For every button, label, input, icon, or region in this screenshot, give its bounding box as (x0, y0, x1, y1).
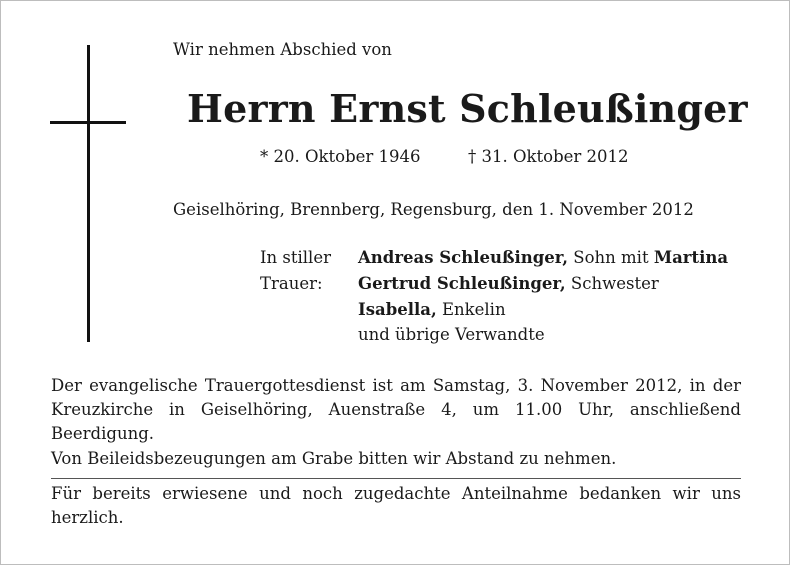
mourning-label-line2: Trauer: (260, 274, 323, 293)
cross-horizontal-bar (50, 121, 126, 124)
intro-line: Wir nehmen Abschied von (173, 40, 392, 59)
mourner-entry (358, 274, 659, 293)
mourner-partner: Martina (653, 248, 729, 267)
mourner-entry (358, 325, 545, 344)
thanks-paragraph: Für bereits erwiesene und noch zugedachte Anteilnahme bedanken wir uns herzlich. (51, 484, 741, 527)
mourner-relation: Schwester (565, 274, 659, 293)
condolence-paragraph: Von Beileidsbezeugungen am Grabe bitten wir Abstand zu nehmen. (51, 449, 617, 468)
mourner-name: Isabella, (358, 300, 437, 319)
mourner-entry (358, 248, 728, 267)
mourning-label-line1: In stiller (260, 248, 331, 267)
divider-line (51, 478, 741, 479)
service-paragraph: Der evangelische Trauergottesdienst ist am Samstag, 3. November 2012, in der Kreuzkirche in Geiselhöring, Auenstraße 4, um 11.00 Uhr, anschließend Beerdigung. (51, 376, 741, 443)
mourner-entry (358, 300, 506, 319)
deceased-name: Herrn Ernst Schleußinger (187, 86, 748, 131)
cross-vertical-bar (87, 45, 90, 342)
death-date: † 31. Oktober 2012 (468, 147, 629, 166)
mourner-relation: Enkelin (436, 300, 506, 319)
mourner-name: Andreas Schleußinger, (358, 248, 569, 267)
birth-date: * 20. Oktober 1946 (260, 147, 421, 166)
place-and-date: Geiselhöring, Brennberg, Regensburg, den 1. November 2012 (173, 200, 694, 219)
mourner-relation: und übrige Verwandte (358, 325, 545, 344)
mourner-name: Gertrud Schleußinger, (358, 274, 566, 293)
mourner-relation: Sohn mit (568, 248, 654, 267)
